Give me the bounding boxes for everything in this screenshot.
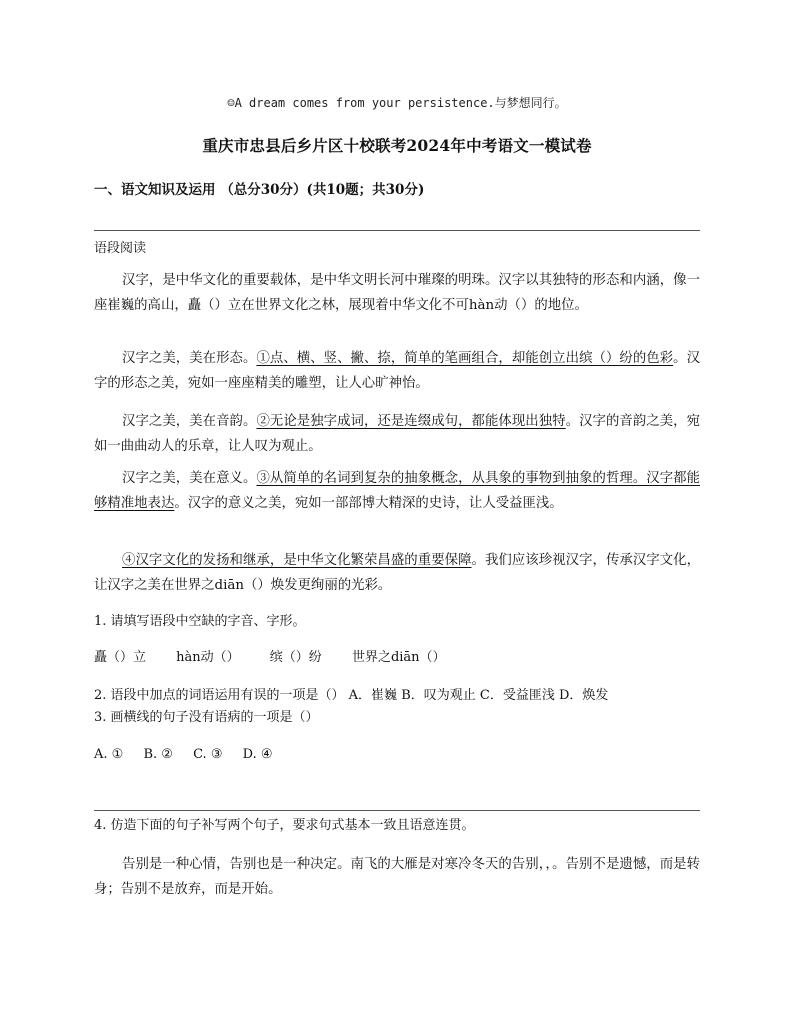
blank-item: 缤（）纷 <box>269 650 322 665</box>
question-3-options <box>94 745 700 765</box>
reading-paragraph-4 <box>94 466 700 516</box>
option-a: A. ① <box>94 747 124 762</box>
paragraph-text: 汉字之美，美在形态。 <box>122 351 257 366</box>
question-1: 1. 请填写语段中空缺的字音、字形。 <box>94 614 306 629</box>
blank-item: hàn动（） <box>176 650 240 665</box>
option-c: C. ③ <box>193 747 223 762</box>
page-title: 重庆市忠县后乡片区十校联考2024年中考语文一模试卷 <box>202 136 592 155</box>
paragraph-text: 。汉字的意义之美，宛如一部部博大精深的史诗，让人受益匪浅。 <box>174 496 563 511</box>
reading-paragraph-5 <box>94 548 700 598</box>
blank-item: 世界之diān（） <box>351 650 446 665</box>
divider <box>94 230 700 231</box>
question-4: 4. 仿造下面的句子补写两个句子，要求句式基本一致且语意连贯。 <box>94 818 475 833</box>
reading-paragraph-3 <box>94 409 700 459</box>
paragraph-text: 汉字之美，美在音韵。 <box>122 414 257 429</box>
paragraph-text: 汉字之美，美在意义。 <box>122 471 257 486</box>
divider <box>94 810 700 811</box>
reading-paragraph-1: 汉字，是中华文化的重要载体，是中华文明长河中璀璨的明珠。汉字以其独特的形态和内涵，像一座崔巍的高山，矗（）立在世界文化之林，展现着中华文化不可hàn动（）的地位。 <box>94 273 700 313</box>
underlined-sentence-3: ③从简单的名词到复杂的抽象概念，从具象的事物到抽象的哲理。汉字都能够精准地表达 <box>94 471 701 511</box>
question-3: 3. 画横线的句子没有语病的一项是（） <box>94 710 319 725</box>
question-2: 2. 语段中加点的词语运用有误的一项是（） A．崔巍 B．叹为观止 C．受益匪浅 D．焕发 <box>94 688 609 703</box>
underlined-sentence-1: ①点、横、竖、撇、捺，简单的笔画组合，却能创立出缤（）纷的色彩 <box>256 351 674 366</box>
paragraph-text: 。汉字的音韵之美，宛如一曲曲动人的乐章，让人叹为观止。 <box>94 414 701 454</box>
option-b: B. ② <box>143 747 173 762</box>
reading-label: 语段阅读 <box>94 241 147 256</box>
underlined-sentence-4: ④汉字文化的发扬和继承，是中华文化繁荣昌盛的重要保障 <box>122 553 472 568</box>
paragraph-text: 。汉字的形态之美，宛如一座座精美的雕塑，让人心旷神怡。 <box>94 351 701 391</box>
reading-paragraph-2 <box>94 346 700 396</box>
blank-item: 矗（）立 <box>94 650 147 665</box>
question-4-passage: 告别是一种心情，告别也是一种决定。南飞的大雁是对寒冷冬天的告别，，。告别不是遗憾，而是转身；告别不是放弃，而是开始。 <box>94 857 700 897</box>
option-d: D. ④ <box>242 747 273 762</box>
question-1-blanks <box>94 648 700 668</box>
underlined-sentence-2: ②无论是独字成词，还是连缀成句，都能体现出独特 <box>256 414 566 429</box>
motto-header: ☺A dream comes from your persistence.与梦想同行。 <box>227 96 567 110</box>
section-title: 一、语文知识及运用 （总分30分）(共10题；共30分) <box>94 182 425 198</box>
paragraph-text: 。我们应该珍视汉字，传承汉字文化，让汉字之美在世界之diān（）焕发更绚丽的光彩。 <box>94 553 701 593</box>
